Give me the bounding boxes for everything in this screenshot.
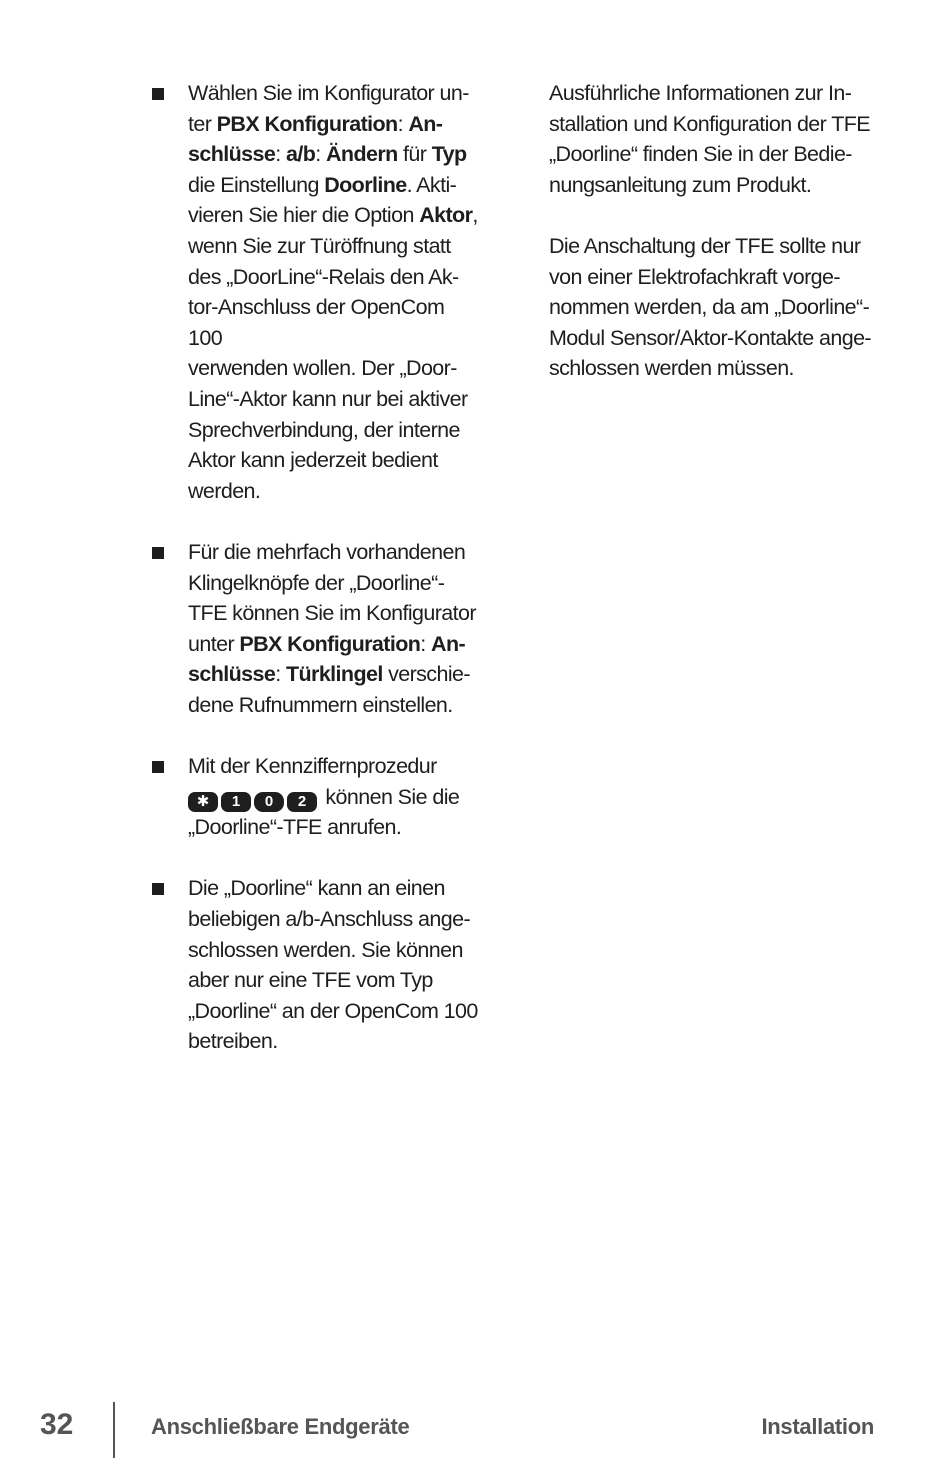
digit-key-1: 1: [221, 792, 251, 812]
procedure-keys-line: [188, 782, 480, 813]
bullet-text: [188, 537, 480, 721]
bold-term: Doorline: [324, 172, 407, 197]
bullet-item-ab-anschluss: [150, 873, 480, 1057]
bullet-text: [188, 751, 480, 843]
text-run: Wählen Sie im Konfigurator un- ter: [188, 81, 469, 136]
procedure-outro: „Doorline“-TFE anrufen.: [188, 815, 402, 840]
text-run: :: [397, 111, 409, 136]
footer-chapter-title: Installation: [761, 1414, 874, 1439]
bullet-text: [188, 78, 480, 506]
bullet-text: [188, 873, 480, 1057]
paragraph-electrician-note: Die Anschaltung der TFE sollte nur von einer Elektrofachkraft vorge- nommen werden, da am „Doorline“- Modul Sensor/Aktor-Kontakte ange- schlossen werden müssen.: [549, 233, 871, 381]
bold-term: PBX Konfiguration: [216, 111, 398, 136]
footer-section-title: Anschließbare Endgeräte: [151, 1414, 410, 1439]
bold-term: An- schlüsse: [188, 111, 443, 167]
bold-term: Typ: [431, 142, 467, 167]
text-run: die Einstellung: [188, 172, 319, 197]
square-bullet-icon: [152, 547, 164, 559]
square-bullet-icon: [152, 883, 164, 895]
square-bullet-icon: [152, 88, 164, 100]
bullet-item-konfigurator-doorline: [150, 78, 480, 506]
text-run: Die „Doorline“ kann an einen beliebigen a/b-Anschluss ange- schlossen werden. Sie können aber nur eine TFE vom Typ „Doorline“ an der OpenCom 100 betreiben.: [188, 876, 478, 1054]
text-run: Für die mehrfach vorhandenen Klingelknöpfe der „Doorline“- TFE können Sie im Konfigurator unter: [188, 539, 476, 656]
bullet-item-kennziffernprozedur: [150, 751, 480, 843]
left-column: [150, 78, 480, 1088]
text-run: , wenn Sie zur Türöffnung statt des „DoorLine“-Relais den Ak- tor-Anschluss der OpenCom 100 verwenden wollen. Der „Door- Line“-Aktor kann nur bei aktiver Sprechverbindung, der interne Aktor kann jederzeit bedient werden.: [188, 203, 478, 503]
procedure-intro: Mit der Kennziffernprozedur: [188, 754, 437, 779]
bold-term: Ändern: [326, 142, 398, 167]
text-run: :: [315, 142, 326, 167]
digit-key-2: 2: [287, 792, 317, 812]
text-run: :: [275, 662, 286, 687]
bold-term: Türklingel: [285, 662, 383, 687]
footer-divider: [113, 1402, 115, 1458]
text-run: :: [275, 142, 286, 167]
bullet-item-klingelknoepfe: [150, 537, 480, 721]
text-run: für: [397, 142, 432, 167]
right-column: [549, 78, 889, 415]
bold-term: Aktor: [419, 203, 473, 228]
bold-term: a/b: [285, 142, 316, 167]
star-key-icon: ✱: [188, 792, 218, 812]
text-run: verschie- dene Rufnummern einstellen.: [188, 662, 470, 717]
page-footer: [0, 1400, 950, 1459]
procedure-after-keys: können Sie die: [320, 784, 460, 809]
square-bullet-icon: [152, 761, 164, 773]
text-run: . Akti- vieren Sie hier die Option: [188, 172, 457, 228]
bold-term: An- schlüsse: [188, 631, 466, 687]
bold-term: PBX Konfiguration: [239, 631, 421, 656]
paragraph-further-information: Ausführliche Informationen zur In- stallation und Konfiguration der TFE „Doorline“ finden Sie in der Bedie- nungsanleitung zum Produkt.: [549, 81, 871, 197]
page-number: 32: [40, 1408, 74, 1441]
text-run: :: [420, 631, 432, 656]
digit-key-0: 0: [254, 792, 284, 812]
